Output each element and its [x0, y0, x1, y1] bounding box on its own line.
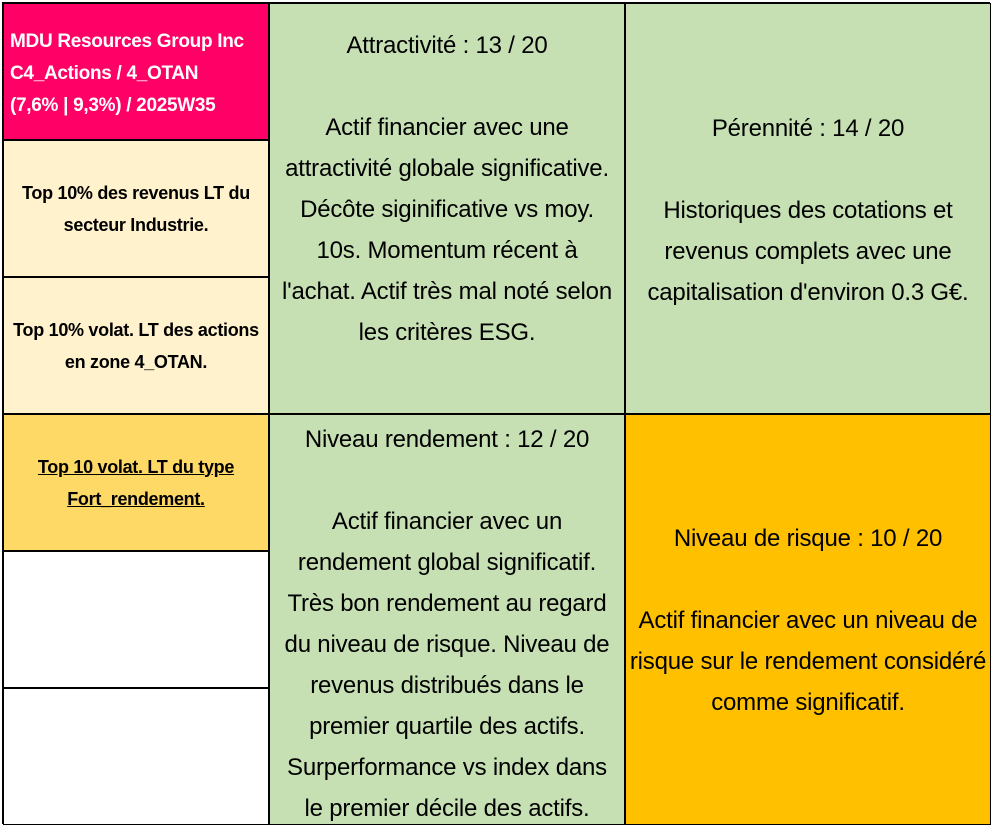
asset-score-table [2, 2, 990, 824]
tag-volatilite-zone [3, 277, 269, 414]
tag-revenus-text: Top 10% des revenus LT du secteur Industrie. [22, 182, 250, 235]
rendement-cell [269, 414, 625, 825]
risque-heading: Niveau de risque : 10 / 20 [673, 525, 943, 552]
tag-volatilite-type[interactable] [3, 414, 269, 551]
tag-revenus [3, 140, 269, 277]
attractivite-description: Actif financier avec une attractivité globale significative. Décôte siginificative vs moy. 10s. Momentum récent à l'achat. Actif très mal noté selon les critères ESG. [282, 114, 612, 346]
risque-description: Actif financier avec un niveau de risque sur le rendement considéré comme significatif. [629, 607, 987, 716]
asset-stats: (7,6% | 9,3%) / 2025W35 [10, 95, 216, 116]
perennite-description: Historiques des cotations et revenus complets avec une capitalisation d'environ 0.3 G€. [647, 197, 969, 306]
empty-cell [3, 688, 269, 825]
asset-name: MDU Resources Group Inc [10, 31, 244, 52]
tag-volatilite-type-link[interactable]: Top 10 volat. LT du type Fort_rendement. [37, 456, 235, 509]
empty-cell [3, 551, 269, 688]
tag-volatilite-zone-text: Top 10% volat. LT des actions en zone 4_OTAN. [13, 319, 259, 372]
perennite-cell [625, 3, 991, 414]
perennite-heading: Pérennité : 14 / 20 [711, 115, 905, 142]
attractivite-cell [269, 3, 625, 414]
rendement-description: Actif financier avec un rendement global significatif. Très bon rendement au regard du niveau de risque. Niveau de revenus distribués dans le premier quartile des actifs. Surperformance vs index dans le premier décile des actifs. [284, 508, 610, 822]
rendement-heading: Niveau rendement : 12 / 20 [304, 426, 590, 453]
asset-category: C4_Actions / 4_OTAN [10, 63, 199, 84]
risque-cell [625, 414, 991, 825]
attractivite-heading: Attractivité : 13 / 20 [346, 32, 548, 59]
asset-title-cell [3, 3, 269, 140]
